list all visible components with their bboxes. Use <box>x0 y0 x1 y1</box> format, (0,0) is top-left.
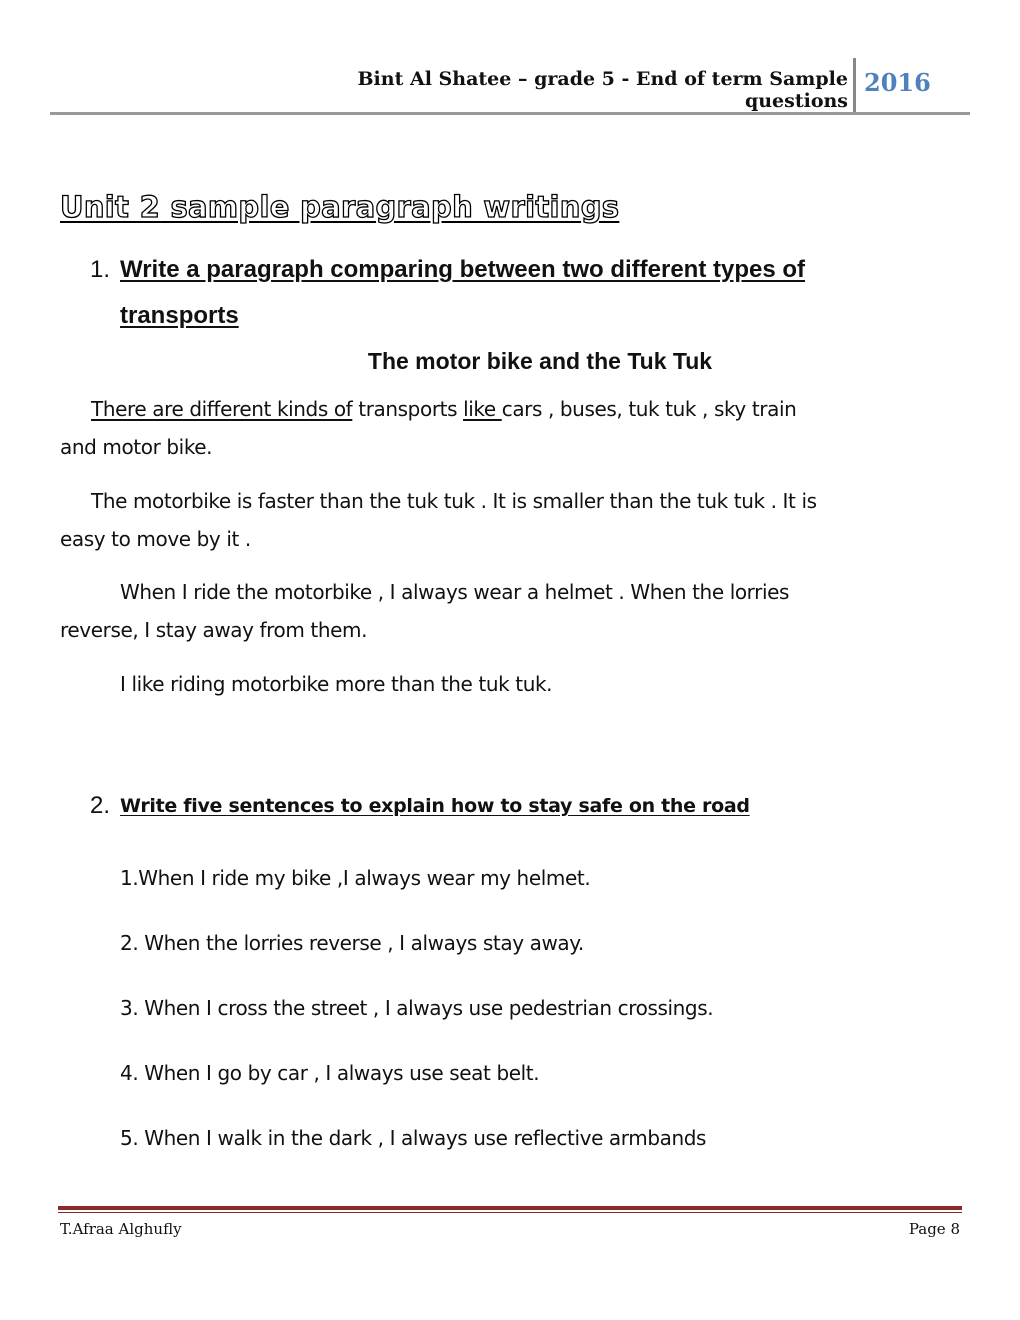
unit-label: Unit 2 <box>60 190 161 224</box>
paragraph-3-line2: reverse, I stay away from them. <box>60 618 368 642</box>
question-1-text-line2: transports <box>120 302 239 329</box>
paragraph-title: The motor bike and the Tuk Tuk <box>367 348 713 374</box>
paragraph-text: transports <box>352 397 464 421</box>
header-divider <box>853 58 856 114</box>
unit-heading <box>60 190 619 224</box>
underlined-phrase: There are different kinds of <box>91 397 353 421</box>
paragraph-2-line1: The motorbike is faster than the tuk tuk . It is smaller than the tuk tuk . It is <box>91 489 817 513</box>
paragraph-1-line1 <box>91 397 796 421</box>
paragraph-text: cars , buses, tuk tuk , sky train <box>501 397 797 421</box>
footer-author: T.Afraa Alghufly <box>60 1220 182 1238</box>
paragraph-2-line2: easy to move by it . <box>60 527 251 551</box>
question-2-number: 2. <box>90 792 111 819</box>
safety-sentence: 3. When I cross the street , I always use pedestrian crossings. <box>120 996 714 1020</box>
footer-page-number: Page 8 <box>908 1220 960 1238</box>
question-1-text-line1: Write a paragraph comparing between two different types of <box>120 256 805 283</box>
paragraph-1-line2: and motor bike. <box>60 435 213 459</box>
underlined-word: like <box>463 397 502 421</box>
header-year: 2016 <box>864 68 931 97</box>
header-title: Bint Al Shatee – grade 5 - End of term Sample questions <box>357 68 848 112</box>
question-1-number: 1. <box>90 256 111 283</box>
paragraph-3-line1: When I ride the motorbike , I always wear a helmet . When the lorries <box>120 580 790 604</box>
footer-rule <box>58 1206 962 1210</box>
safety-sentence: 5. When I walk in the dark , I always use reflective armbands <box>120 1126 707 1150</box>
unit-title: sample paragraph writings <box>160 190 620 224</box>
safety-sentence: 1.When I ride my bike ,I always wear my helmet. <box>120 866 591 890</box>
paragraph-4: I like riding motorbike more than the tuk tuk. <box>120 672 553 696</box>
header-rule <box>50 112 970 115</box>
footer-rule-thin <box>58 1212 962 1213</box>
safety-sentence: 2. When the lorries reverse , I always stay away. <box>120 931 584 955</box>
question-2-text: Write five sentences to explain how to stay safe on the road <box>120 795 750 817</box>
safety-sentence: 4. When I go by car , I always use seat belt. <box>120 1061 540 1085</box>
